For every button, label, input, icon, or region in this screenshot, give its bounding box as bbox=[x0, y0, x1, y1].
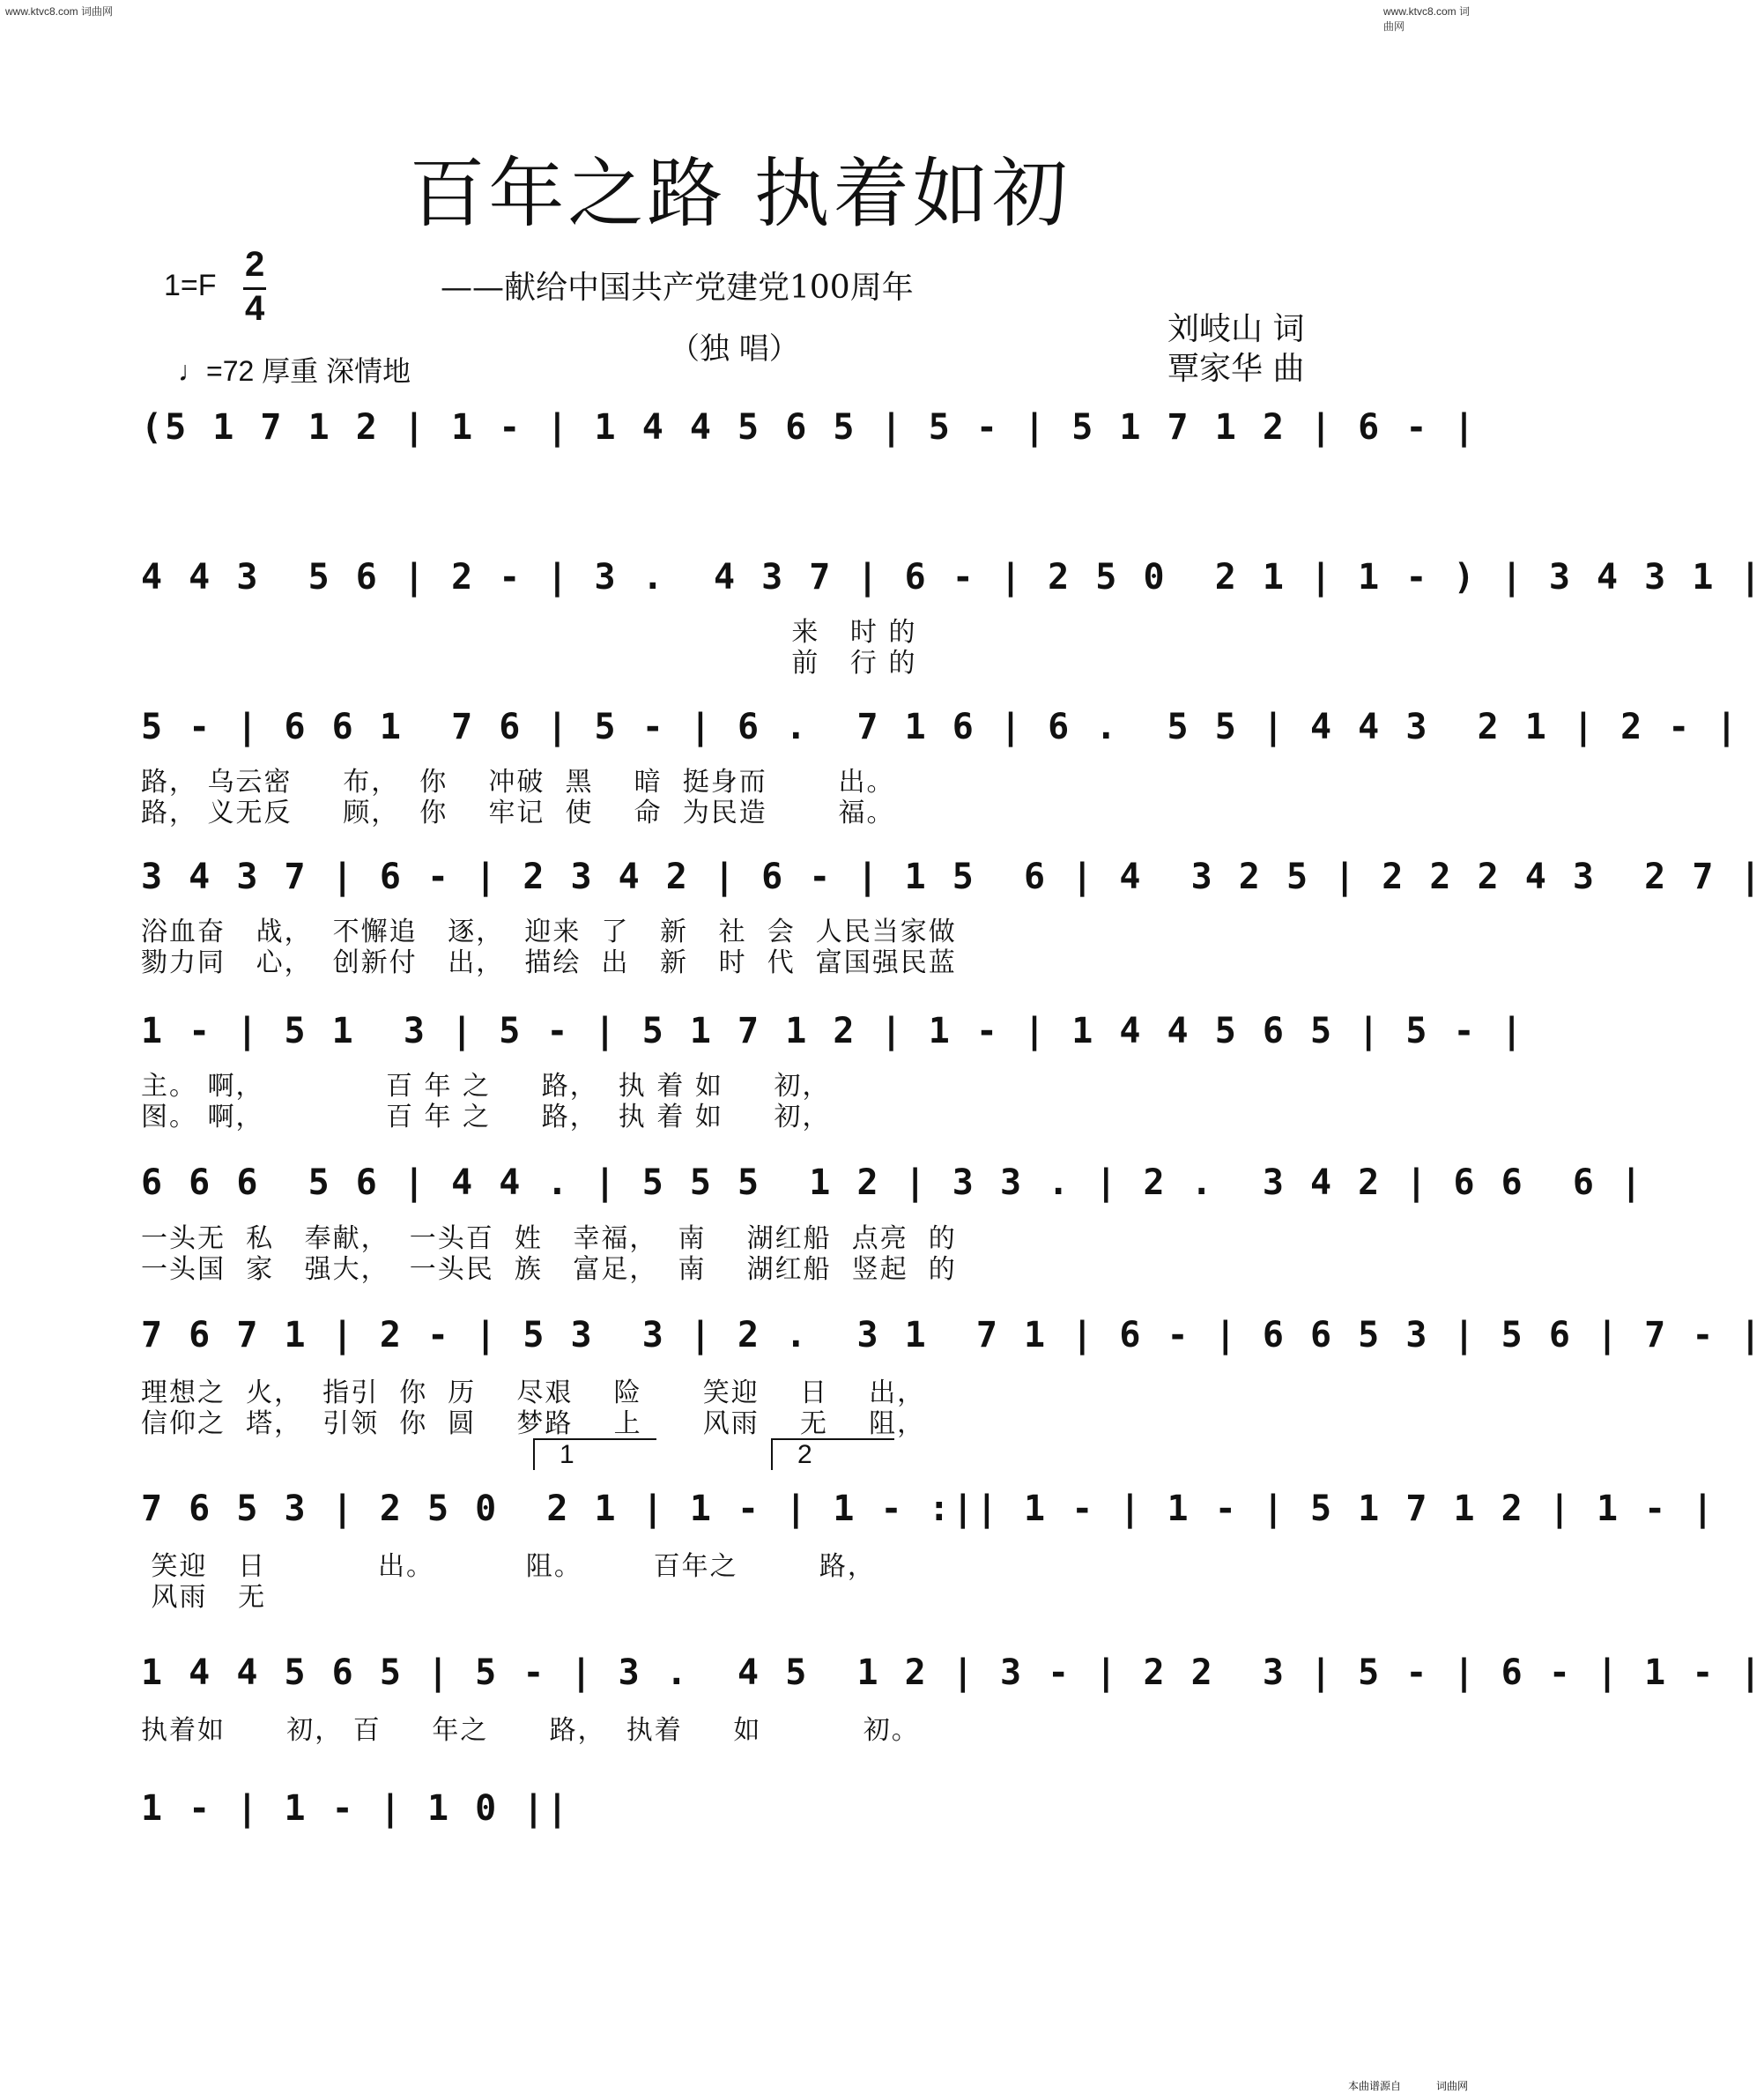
tempo-marking: ♩=72 厚重 深情地 bbox=[178, 355, 411, 387]
lyrics-line-6-verse-2: 一头国 家 强大， 一头民 族 富足， 南 湖红船 竖起 的 bbox=[141, 1254, 957, 1285]
score-line-5: 1 - | 5 1 3 | 5 - | 5 1 7 1 2 | 1 - | 1 4 4 5 6 5 | 5 - | bbox=[141, 1011, 1525, 1051]
volta-first-ending: 1 bbox=[533, 1438, 656, 1470]
lyrics-line-9-verse-1: 执着如 初， 百 年之 路， 执着 如 初。 bbox=[141, 1715, 920, 1746]
lyrics-line-8-verse-1: 笑迎 日 出。 阻。 百年之 路， bbox=[141, 1551, 876, 1582]
score-line-7: 7 6 7 1 | 2 - | 5 3 3 | 2 . 3 1 7 1 | 6 - | 6 6 5 3 | 5 6 | 7 - | bbox=[141, 1315, 1764, 1355]
performance-type: （独 唱） bbox=[670, 331, 799, 367]
volta-second-ending: 2 bbox=[771, 1438, 894, 1470]
composer-credit: 覃家华 曲 bbox=[1167, 351, 1305, 387]
lyricist-credit: 刘岐山 词 bbox=[1167, 311, 1305, 347]
score-line-4: 3 4 3 7 | 6 - | 2 3 4 2 | 6 - | 1 5 6 | 4 3 2 5 | 2 2 2 4 3 2 7 | bbox=[141, 857, 1764, 897]
score-line-8: 7 6 5 3 | 2 5 0 2 1 | 1 - | 1 - :|| 1 - | 1 - | 5 1 7 1 2 | 1 - | bbox=[141, 1489, 1716, 1529]
lyrics-line-7-verse-1: 理想之 火， 指引 你 历 尽艰 险 笑迎 日 出， bbox=[141, 1377, 926, 1408]
song-subtitle: ——献给中国共产党建党100周年 bbox=[441, 270, 914, 306]
song-title: 百年之路 执着如初 bbox=[409, 150, 1071, 238]
score-line-3: 5 - | 6 6 1 7 6 | 5 - | 6 . 7 1 6 | 6 . 5 5 | 4 4 3 2 1 | 2 - | bbox=[141, 707, 1740, 747]
lyrics-line-6-verse-1: 一头无 私 奉献， 一头百 姓 幸福， 南 湖红船 点亮 的 bbox=[141, 1223, 957, 1254]
lyrics-line-2-verse-1: 来 时 的 bbox=[141, 617, 917, 648]
score-line-6: 6 6 6 5 6 | 4 4 . | 5 5 5 1 2 | 3 3 . | 2 . 3 4 2 | 6 6 6 | bbox=[141, 1162, 1645, 1203]
lyrics-line-3-verse-1: 路， 乌云密 布， 你 冲破 黑 暗 挺身而 出。 bbox=[141, 767, 895, 798]
lyrics-line-4-verse-1: 浴血奋 战， 不懈追 逐， 迎来 了 新 社 会 人民当家做 bbox=[141, 917, 957, 947]
lyrics-line-4-verse-2: 勠力同 心， 创新付 出， 描绘 出 新 时 代 富国强民蓝 bbox=[141, 947, 957, 978]
site-watermark-left: www.ktvc8.com 词曲网 bbox=[5, 5, 114, 18]
footer-site-label: 词曲网 bbox=[1436, 2080, 1469, 2092]
lyrics-line-7-verse-2: 信仰之 塔， 引领 你 圆 梦路 上 风雨 无 阻， bbox=[141, 1408, 926, 1439]
score-line-1: (5 1 7 1 2 | 1 - | 1 4 4 5 6 5 | 5 - | 5 1 7 1 2 | 6 - | bbox=[141, 407, 1478, 448]
lyrics-line-5-verse-2: 图。 啊， 百 年 之 路， 执 着 如 初， bbox=[141, 1102, 831, 1132]
score-line-9: 1 4 4 5 6 5 | 5 - | 3 . 4 5 1 2 | 3 - | 2 2 3 | 5 - | 6 - | 1 - | bbox=[141, 1652, 1764, 1693]
lyrics-line-2-verse-2: 前 行 的 bbox=[141, 648, 917, 679]
key-signature: 1=F bbox=[164, 269, 217, 302]
site-watermark-right: www.ktvc8.com 词曲网 bbox=[1383, 5, 1471, 33]
lyrics-line-5-verse-1: 主。 啊， 百 年 之 路， 执 着 如 初， bbox=[141, 1071, 831, 1102]
lyrics-line-3-verse-2: 路， 义无反 顾， 你 牢记 使 命 为民造 福。 bbox=[141, 798, 895, 828]
time-signature-top: 2 bbox=[245, 245, 265, 284]
score-line-10: 1 - | 1 - | 1 0 || bbox=[141, 1788, 571, 1829]
footer-source-label: 本曲谱源自 bbox=[1348, 2080, 1402, 2092]
time-signature-bottom: 4 bbox=[245, 289, 265, 328]
lyrics-line-8-verse-2: 风雨 无 bbox=[141, 1582, 267, 1613]
score-line-2: 4 4 3 5 6 | 2 - | 3 . 4 3 7 | 6 - | 2 5 0 2 1 | 1 - ) | 3 4 3 1 | bbox=[141, 557, 1764, 598]
